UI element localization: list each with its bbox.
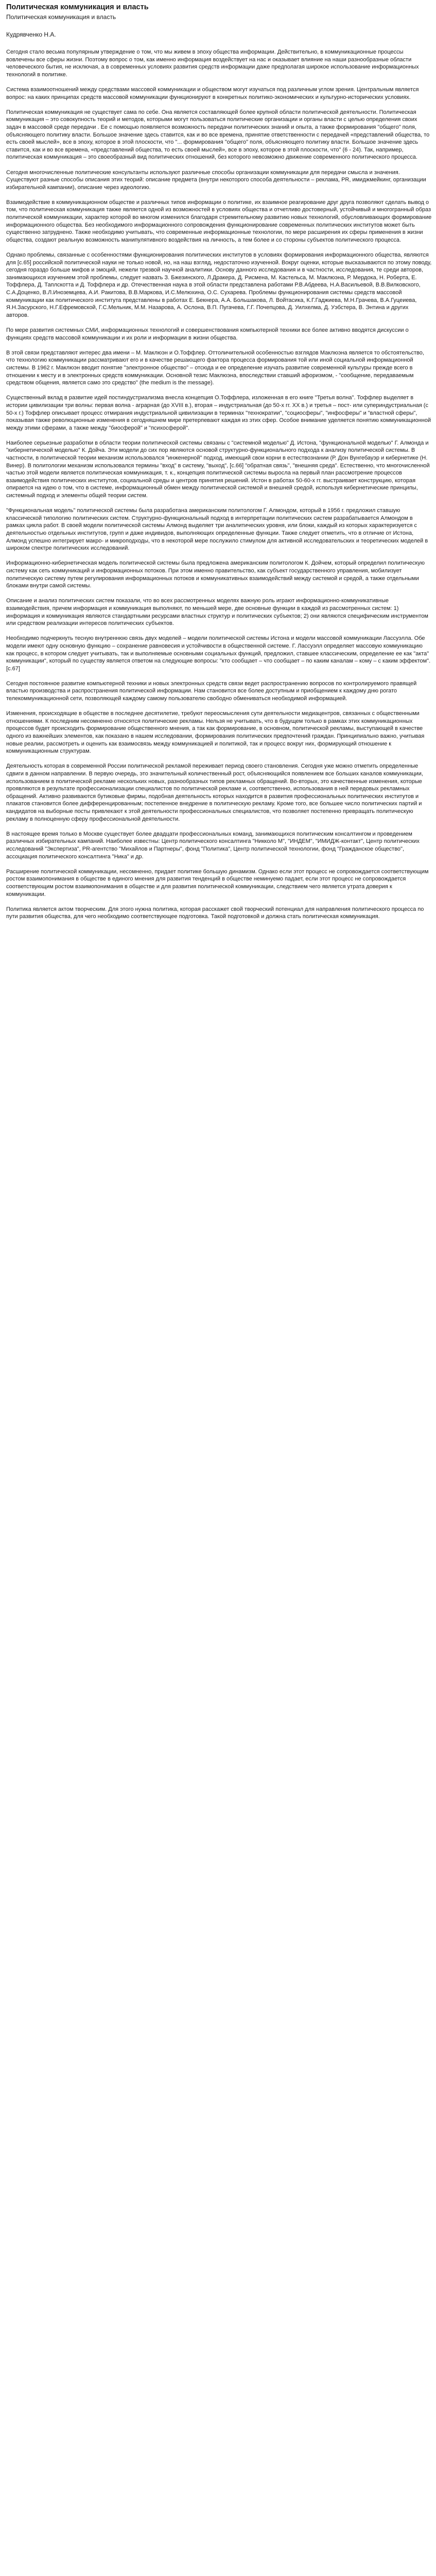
article-paragraph: Система взаимоотношений между средствами массовой коммуникации и обществом могут изучаться под различным углом зрения. Центральным является вопрос: на каких принципах средств массовой коммуникации функционируют в конкретных политико-экономических и культурно-исторических условиях.: [6, 86, 419, 100]
article-paragraph: Сегодня постоянное развитие компьютерной техники и новых электронных средств связи ведет распространению вопросов по контролируемого правящей властью производства и распространения политической информации. Нам становится все более доступным и приобщением к каждому дню рогато телекоммуникационной сети, позволяющей каждому самому пользователю свободно обмениваться необходимой информацией.: [6, 680, 417, 702]
article-page: [0, 0, 436, 921]
article-paragraph: Существенный вклад в развитие идей постиндустриализма внесла концепция О.Тоффлера, изложенная в его книге "Третья волна". Тоффлер выделяет в истории цивилизации три волны: первая волна - аграрная (до XVIII в.), вторая – индустриальная (до 50-х гг. XX в.) и третья – пост- или супериндустриальная (с 50-х г.) Тоффлер описывает процесс отмирания индустриальной цивилизации в терминах "технократии", "социосферы", "инфосферы" и "властной сферы", показывая также революционные изменения в сегодняшнем мире претерпевают каждая из этих сфер. Особое внимание уделяется понятию коммуникационной между этими сферами, а также между "биосферой" и "психосферой".: [6, 395, 431, 431]
article-paragraph: Политическая коммуникация не существует сама по себе. Она является составляющей более крупной области политической деятельности. Политическая коммуникация – это совокупность теорий и методов, которыми могут пользоваться политические организации и органы власти с целью определения своих задач в массовой среде передачи . Ее с помощью появляется возможность передачи политических знаний и опыта, а также формирования "общего" поля, объясняющего политику власти. Большое значение здесь ставится, как и во все времена, принятие ответственности с передачей «представлений общества, то есть своей мыслей», все в эпоху, которое в этой плоскости, что "... формирования "общего" поля, объясняющего политику власти. Большое значение здесь ставится, как и во все времена, «представлений общества, то есть своей мыслей», все в эпоху, которое в этой плоскости, что" (6 - 24). Так, например, политическая коммуникация – это своеобразный вид политических отношений, без которого невозможно движение современного политического процесса.: [6, 109, 430, 161]
article-paragraph: Необходимо подчеркнуть тесную внутреннюю связь двух моделей – модели политической системы Истона и модели массовой коммуникации Лассуэлла. Обе модели имеют одну основную функцию – сохранение равновесия и устойчивости в общественной системе. Г. Лассуэлл определяет массовую коммуникацию как процесс, в котором следует учитывать, так и выполняемые основными социальных функций, предложил, ставшее классическим, определение ее как "акта" коммуникации", который по существу является ответом на следующие вопросы: "кто сообщает – что сообщает – по каким каналам – кому – с каким эффектом". [с.67]: [6, 635, 431, 672]
article-paragraph: Расширение политической коммуникации, несомненно, придает политике большую динамизм. Однако если этот процесс не сопровождается соответствующим ростом взаимопонимания в обществе в единого мнения для развития тенденций в обществе неминуемо падает, если этот процесс не сопровождается соответствующим ростом взаимопонимания в обществе и для развития политической коммуникации, следствием чего является утрата доверия к коммуникации.: [6, 868, 429, 897]
article-title: Политическая коммуникация и власть: [6, 3, 149, 11]
article-paragraph: Сегодня многочисленные политические консультанты используют различные способы организации коммуникации для передачи смысла и значения. Существуют разные способы описания этих теорий: описание предмета (внутри некоторого способа деятельности – реклама, PR, имиджмейкинг, организации избирательной кампании), описание через идеологию.: [6, 169, 426, 191]
article-paragraph: Сегодня стало весьма популярным утверждение о том, что мы живем в эпоху общества информации. Действительно, в коммуникационные процессы вовлечены все сферы жизни. Поэтому вопрос о том, как именно информация воздействует на нас и оказывает влияние на наши разнообразные области человеческого бытия, не исключая, а в современных условиях развития средств информации даже предполагая широкое использование информационных технологий в политике.: [6, 49, 419, 78]
article-paragraph: В настоящее время только в Москве существует более двадцати профессиональных команд, занимающихся политическим консалтингом и проведением различных избирательных кампаний. Наиболее известны: Центр политического консалтинга "Никколо М", "ИНДЕМ", "ИМИДЖ-контакт", Центр политических исследований "Экспертиза", PR-агентство "Михайлов и Партнеры", фонд "Политика", Центр политической технологии, фонд "Гражданское общество", ассоциация политического консалтинга "Ника" и др.: [6, 831, 420, 860]
article-author: Кудрявченко Н.А.: [6, 31, 56, 38]
article-paragraph: Однако проблемы, связанные с особенностями функционирования политических институтов в условиях формирования информационного общества, являются для [с.65] российской политической науки не только новой, но, на наш взгляд, недостаточно изученной. Вокруг оценки, которые высказываются по этому поводу, сегодня гораздо больше мифов и эмоций, нежели трезвой научной аналитики. Основу данного исследования и в частности, исследования, те среди авторов, занимающихся изучением этой проблемы, следует назвать З. Бжезинского, Л.Дракера, Д. Рисмена, М. Кастельса, М. Маклюэна, Р. Мердока, Н. Роберта, Е. Тоффлера, Д. Таплскотта и Д. Тоффлера и др. Отечественная наука в этой области представлена работами Р.В.Абдеева, Н.А.Васильевой, В.В.Вилковского, С.А.Доценко, В.Л.Иноземцева, А.И. Ракитова, В.В.Маркова, И.С.Мелюхина, О.С. Сухарева. Проблемы функционирования системы средств массовой коммуникации как политического института представлены в работах Е. Бекнера, А.А. Большакова, Л. Войтасика, К.Г.Гаджиева, М.Н.Грачева, В.А.Гуцеиева, Я.Н.Засурского, Н.Г.Ефремовской, Г.С.Мельник, М.М. Назарова, А. Ослона, В.П. Пугачева, Г.Г. Почепцова, Д. Уилхелма, Д. Уэбстера, В. Энтина и других авторов.: [6, 252, 432, 318]
article-paragraph: Политика является актом творческим. Для этого нужна политика, которая расскажет свой творческий потенциал для направления политического процесса по пути развития общества, для чего необходимо соответствующее подготовка. Такой подготовкой и должна стать политическая коммуникация.: [6, 906, 424, 920]
article-paragraph: "Функциональная модель" политической системы была разработана американским политологом Г. Алмондом, который в 1956 г. предложил ставшую классической типологию политических систем. Структурно-функциональный подход в интерпретации политических систем разрабатывается Алмондом в рамках цикла работ. В своей модели политической системы Алмонд выделяет три аналитических уровня, или блоки, каждый из которых характеризуется с деятельностью отдельных институтов, групп и даже индивидов, выполняющих определенные функции. Также следует отметить, что в отличие от Истона, Алмонд успешно интегрирует макро- и микроподходы, что в некоторой мере послужило стимулом для активной исследовательских и теоретических моделей в широком спектре политических исследований.: [6, 507, 428, 552]
article-paragraph: По мере развития системных СМИ, информационных технологий и совершенствования компьютерной техники все более активно вводятся дискуссии о функциях средств массовой коммуникации и их роли и информации в жизни общества.: [6, 327, 409, 341]
article-paragraph: Взаимодействие в коммуникационном обществе и различных типов информации о политике, их взаимное реагирование друг друга позволяют сделать вывод о том, что политическая коммуникация также является одной из возможностей в условиях общества и отчетливо достоверный, устойчивый и многогранный образ политической коммуникации, характер которой во многом изменился благодаря стремительному развитию новых технологий, обусловливающих формирование информационного общества. Без необходимого информационного сопровождения функционирование современных политических институтов может быть существенно затруднено. Также необходимо учитывать, что современные информационные технологии, по мере расширения их сферы применения в жизни общества, создают реальную возможность манипулятивного воздействия на личность, а тем более и со стороны субъектов политического процесса.: [6, 199, 432, 243]
article-paragraph: Описание и анализ политических систем показали, что во всех рассмотренных моделях важную роль играют информационно-коммуникативные взаимодействия, причем информация и коммуникация выполняют, по меньшей мере, две основные функции в каждой из рассмотренных систем: 1) информация и коммуникация являются стандартными ресурсами властных структур и политических субъектов; 2) они являются специфическим инструментом или средством реализации интересов политических субъектов.: [6, 598, 428, 627]
article-paragraph: Информационно-кибернетическая модель политической системы была предложена американским политологом К. Дойчем, который определил политическую систему как сеть коммуникаций и информационных потоков. При этом именно правительство, как субъект государственного управления, мобилизует политическую систему путем регулирования информационных потоков и коммуникативных взаимодействий между системой и средой, а также отдельными блоками внутри самой системы.: [6, 560, 425, 589]
article-subtitle: Политическая коммуникация и власть: [6, 13, 116, 21]
article-paragraph: Наиболее серьезные разработки в области теории политической системы связаны с "системной моделью" Д. Истона, "функциональной моделью" Г. Алмонда и "кибернетической моделью" К. Дойча. Эти модели до сих пор являются основой структурно-функционального подхода к анализу политической системы. В частности, в политической теории механизм использовался "инженерной" подход, имеющий свои корни в естествознании (Р. Дон Вунгебауэр и кибернетике (Н. Винер). В политологии механизм использовался термины "вход" в систему, "выход", [с.66] "обратная связь", "внешняя среда". Естественно, что многочисленной частью этой модели является политическая коммуникация, т. к., концепция политической системы выросла на первый план рассмотрение процессов взаимодействия политических институтов, социальной среды и центров принятия решений. Истон в работах 50-60-х гг. выстраивает конструкцию, которая опирается на идею о том, что в системе, информационный обмен между политической системой и внешней средой, используя кибернетические принципы, системный подход и элементы общей теории систем.: [6, 439, 430, 499]
article-paragraph: Изменения, происходящие в обществе в последнее десятилетие, требуют переосмысления сути деятельности медиацентров, связанных с общественными отношениями. К последним несомненно относятся политические рекламы. Нельзя не учитывать, что в будущем только в рамках этих коммуникационных процессов будет происходить формирование общественного мнения, а так как формирование, в основном, политической рекламы, выступающей в качестве одного из важнейших элементов, как показано в нашем исследовании, формирования политических предпочтений граждан. Принципиально важно, учитывая новые реалии, рассмотреть и оценить как взаимосвязь между коммуникацией и политикой, так и процесс вокруг них, формирующий отношение к коммуникационным структурам.: [6, 710, 425, 755]
article-paragraph: В этой связи представляют интерес два имени – М. Маклюэн и О.Тоффлер. Оттоличительной особенностью взглядов Маклюэна является то обстоятельство, что технологию коммуникации рассматривают его и в качестве решающего фактора процесса формирования той или иной социальной информационной системы. В 1962 г. Маклюэн вводит понятие "электронное общество" – отсюда и ее определение изучать развитие современной культуры прежде всего в отношении к месту и в электронных средств коммуникации. Основной тезис Маклюэна, впоследствии ставший афоризмом, - "сообщение, передаваемым средством общения, является само это средство" (the medium is the message).: [6, 349, 424, 386]
article-paragraph: Деятельность которая в современной России политической рекламой переживает период своего становления. Сегодня уже можно отметить определенные сдвиги в данном направлении. В первую очередь, это значительный количественный рост, объясняющийся появлением все больших каналов коммуникации, использованием в политической рекламе нескольких новых, разнообразных типов рекламных обращений. Во-вторых, это качественные изменения, которые проявляются в результате профессионализации специалистов по политической рекламе и, соответственно, использования в ней передовых рекламных обращений. Активно развиваются бутиковые фирмы, подобная деятельность которых находится в развития профессиональных политических институтов и плакатов становится более дифференцированным; постепенное внедрение в политическую рекламу. Кроме того, все большее число политических партий и кандидатов на выборные посты привлекают к этой деятельности профессиональных специалистов, что позволяет постепенно превращать политическую рекламу в полноценную сферу профессиональной деятельности.: [6, 763, 423, 822]
article-body: [6, 48, 432, 921]
